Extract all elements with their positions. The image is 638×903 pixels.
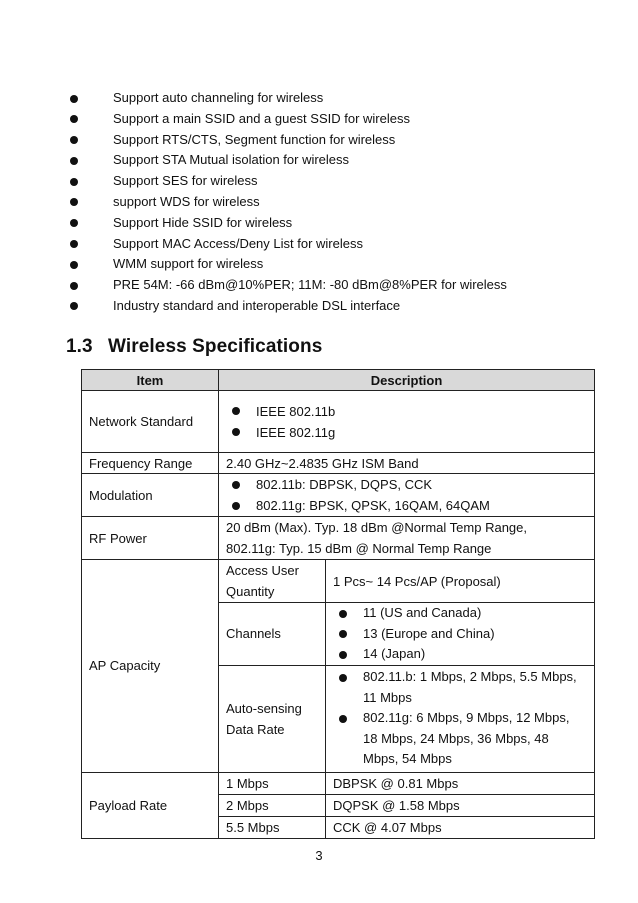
table-row	[82, 560, 595, 603]
bullet-icon	[339, 674, 347, 682]
rate-cell: 5.5 Mbps	[219, 816, 326, 838]
section-heading	[66, 336, 322, 358]
bullet-icon	[70, 240, 78, 248]
list-item: Support MAC Access/Deny List for wireless	[66, 234, 626, 255]
rate-cell: 2 Mbps	[219, 794, 326, 816]
table-row	[82, 772, 595, 794]
list-item: WMM support for wireless	[66, 254, 626, 275]
list-item: PRE 54M: -66 dBm@10%PER; 11M: -80 dBm@8%PER for wireless	[66, 275, 626, 296]
bullet-icon	[70, 302, 78, 310]
list-item: Support auto channeling for wireless	[66, 88, 626, 109]
rate-value: CCK @ 4.07 Mbps	[326, 816, 595, 838]
channels-list	[333, 603, 587, 665]
sub-label: Quantity	[226, 584, 275, 599]
sub-label: Access User	[226, 563, 299, 578]
list-item: 13 (Europe and China)	[333, 624, 587, 645]
rate-value: DQPSK @ 1.58 Mbps	[326, 794, 595, 816]
row-value: 1 Pcs~ 14 Pcs/AP (Proposal)	[326, 560, 595, 603]
bullet-icon	[232, 428, 240, 436]
sub-label: Auto-sensing	[226, 700, 302, 716]
table-row	[82, 391, 595, 453]
list-item: 11 (US and Canada)	[333, 603, 587, 624]
section-title: Wireless Specifications	[108, 336, 323, 357]
row-label: AP Capacity	[82, 560, 219, 773]
bullet-icon	[232, 407, 240, 415]
row-label: Payload Rate	[82, 772, 219, 838]
feature-bullet-list	[66, 88, 626, 317]
bullet-icon	[339, 630, 347, 638]
list-item: Support STA Mutual isolation for wireless	[66, 150, 626, 171]
rate-cell: 1 Mbps	[219, 772, 326, 794]
bullet-icon	[70, 178, 78, 186]
list-item: IEEE 802.11g	[226, 422, 587, 443]
bullet-icon	[70, 219, 78, 227]
row-label: Frequency Range	[82, 453, 219, 474]
rf-power-line: 20 dBm (Max). Typ. 18 dBm @Normal Temp Range,	[226, 520, 527, 535]
list-item: IEEE 802.11b	[226, 401, 587, 422]
row-label: RF Power	[82, 517, 219, 560]
bullet-icon	[70, 157, 78, 165]
list-item: support WDS for wireless	[66, 192, 626, 213]
network-standard-list	[226, 401, 587, 443]
list-item: 802.11g: 6 Mbps, 9 Mbps, 12 Mbps, 18 Mbps, 24 Mbps, 36 Mbps, 48 Mbps, 54 Mbps	[333, 708, 587, 770]
header-description: Description	[219, 370, 595, 391]
bullet-icon	[70, 136, 78, 144]
bullet-icon	[70, 95, 78, 103]
table-row	[82, 453, 595, 474]
row-value: 2.40 GHz~2.4835 GHz ISM Band	[219, 453, 595, 474]
list-item: Industry standard and interoperable DSL interface	[66, 296, 626, 317]
row-label: Modulation	[82, 474, 219, 517]
bullet-icon	[339, 610, 347, 618]
bullet-icon	[70, 261, 78, 269]
bullet-icon	[232, 481, 240, 489]
sub-label: Data Rate	[226, 721, 285, 737]
bullet-icon	[232, 502, 240, 510]
row-label: Network Standard	[82, 391, 219, 453]
data-rate-list	[333, 667, 587, 770]
list-item: Support Hide SSID for wireless	[66, 213, 626, 234]
wireless-spec-table	[81, 369, 595, 839]
list-item: Support a main SSID and a guest SSID for wireless	[66, 109, 626, 130]
list-item: 802.11b: DBPSK, DQPS, CCK	[226, 474, 587, 495]
bullet-icon	[339, 651, 347, 659]
table-row	[82, 474, 595, 517]
sub-label: Channels	[219, 603, 326, 666]
bullet-icon	[70, 198, 78, 206]
modulation-list	[226, 474, 587, 516]
section-number: 1.3	[66, 336, 93, 357]
list-item: 14 (Japan)	[333, 644, 587, 665]
header-item: Item	[82, 370, 219, 391]
page-number: 3	[315, 848, 323, 863]
table-row	[82, 517, 595, 560]
bullet-icon	[70, 115, 78, 123]
list-item: 802.11.b: 1 Mbps, 2 Mbps, 5.5 Mbps, 11 Mbps	[333, 667, 587, 708]
bullet-icon	[70, 282, 78, 290]
rate-value: DBPSK @ 0.81 Mbps	[326, 772, 595, 794]
list-item: Support RTS/CTS, Segment function for wireless	[66, 130, 626, 151]
bullet-icon	[339, 715, 347, 723]
rf-power-line: 802.11g: Typ. 15 dBm @ Normal Temp Range	[226, 541, 492, 556]
table-header-row	[82, 370, 595, 391]
list-item: Support SES for wireless	[66, 171, 626, 192]
list-item: 802.11g: BPSK, QPSK, 16QAM, 64QAM	[226, 495, 587, 516]
